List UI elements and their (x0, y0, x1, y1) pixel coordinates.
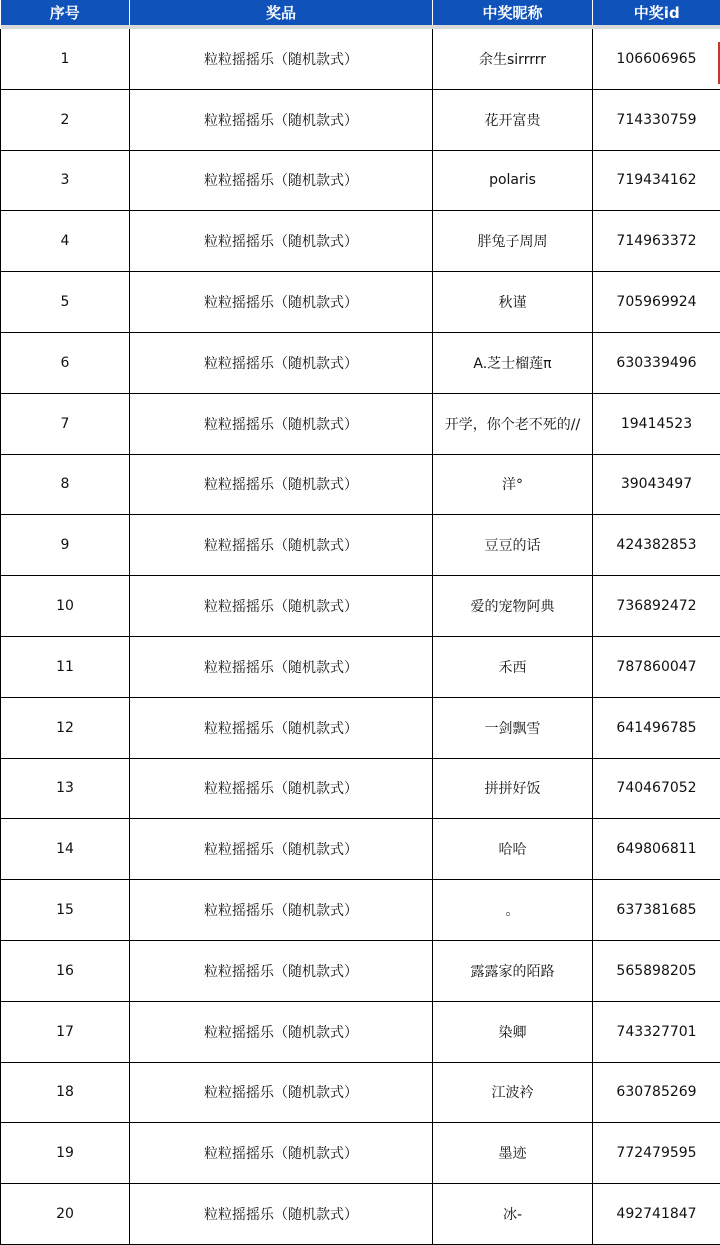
table-row (1, 758, 720, 819)
row-number-cell: 5 (1, 272, 130, 333)
table-row (1, 393, 720, 454)
winner-id-cell: 19414523 (593, 393, 720, 454)
table-row (1, 1123, 720, 1184)
nickname-cell: 哈哈 (433, 819, 593, 880)
nickname-cell: 秋谨 (433, 272, 593, 333)
winner-id-cell: 106606965 (593, 29, 720, 89)
table-row (1, 211, 720, 272)
prize-cell: 粒粒摇摇乐（随机款式） (130, 576, 433, 637)
nickname-cell: 染卿 (433, 1001, 593, 1062)
prize-cell: 粒粒摇摇乐（随机款式） (130, 1001, 433, 1062)
row-number-cell: 2 (1, 89, 130, 150)
row-number-cell: 12 (1, 697, 130, 758)
prize-cell: 粒粒摇摇乐（随机款式） (130, 29, 433, 89)
nickname-cell: 冰- (433, 1184, 593, 1245)
prize-cell: 粒粒摇摇乐（随机款式） (130, 272, 433, 333)
prize-cell: 粒粒摇摇乐（随机款式） (130, 636, 433, 697)
nickname-cell: 花开富贵 (433, 89, 593, 150)
winner-id-cell: 743327701 (593, 1001, 720, 1062)
table-row (1, 1184, 720, 1245)
nickname-cell: 拼拼好饭 (433, 758, 593, 819)
prize-cell: 粒粒摇摇乐（随机款式） (130, 819, 433, 880)
nickname-cell: 爱的宠物阿典 (433, 576, 593, 637)
table-row (1, 29, 720, 89)
winner-id-cell: 714330759 (593, 89, 720, 150)
table-row (1, 1001, 720, 1062)
prize-cell: 粒粒摇摇乐（随机款式） (130, 940, 433, 1001)
winner-id-cell: 787860047 (593, 636, 720, 697)
prize-cell: 粒粒摇摇乐（随机款式） (130, 1062, 433, 1123)
nickname-cell: 露露家的陌路 (433, 940, 593, 1001)
table-row (1, 1062, 720, 1123)
winner-id-cell: 641496785 (593, 697, 720, 758)
nickname-cell: 余生sirrrrr (433, 29, 593, 89)
row-number-cell: 1 (1, 29, 130, 89)
row-number-cell: 20 (1, 1184, 130, 1245)
nickname-cell: 一剑飘雪 (433, 697, 593, 758)
prize-cell: 粒粒摇摇乐（随机款式） (130, 454, 433, 515)
table-row (1, 940, 720, 1001)
prize-cell: 粒粒摇摇乐（随机款式） (130, 515, 433, 576)
winner-id-cell: 714963372 (593, 211, 720, 272)
row-number-cell: 9 (1, 515, 130, 576)
winner-id-cell: 492741847 (593, 1184, 720, 1245)
winner-id-cell: 39043497 (593, 454, 720, 515)
row-number-cell: 14 (1, 819, 130, 880)
prize-cell: 粒粒摇摇乐（随机款式） (130, 1123, 433, 1184)
header-row (1, 0, 720, 25)
prize-cell: 粒粒摇摇乐（随机款式） (130, 1184, 433, 1245)
winner-id-cell: 719434162 (593, 150, 720, 211)
column-header-nickname: 中奖昵称 (433, 0, 593, 25)
prize-cell: 粒粒摇摇乐（随机款式） (130, 89, 433, 150)
winner-id-cell: 649806811 (593, 819, 720, 880)
nickname-cell: 洋° (433, 454, 593, 515)
row-number-cell: 3 (1, 150, 130, 211)
row-number-cell: 4 (1, 211, 130, 272)
nickname-cell: 禾西 (433, 636, 593, 697)
prize-cell: 粒粒摇摇乐（随机款式） (130, 758, 433, 819)
prize-cell: 粒粒摇摇乐（随机款式） (130, 211, 433, 272)
table-row (1, 150, 720, 211)
row-number-cell: 19 (1, 1123, 130, 1184)
prize-cell: 粒粒摇摇乐（随机款式） (130, 697, 433, 758)
prize-cell: 粒粒摇摇乐（随机款式） (130, 150, 433, 211)
column-header-id: 中奖id (593, 0, 720, 25)
nickname-cell: polaris (433, 150, 593, 211)
nickname-cell: 墨迹 (433, 1123, 593, 1184)
row-number-cell: 10 (1, 576, 130, 637)
winner-id-cell: 424382853 (593, 515, 720, 576)
winner-id-cell: 565898205 (593, 940, 720, 1001)
table-row (1, 880, 720, 941)
winner-id-cell: 630339496 (593, 332, 720, 393)
row-number-cell: 15 (1, 880, 130, 941)
column-header-number: 序号 (1, 0, 130, 25)
prize-cell: 粒粒摇摇乐（随机款式） (130, 332, 433, 393)
winner-id-cell: 772479595 (593, 1123, 720, 1184)
row-number-cell: 18 (1, 1062, 130, 1123)
nickname-cell: 豆豆的话 (433, 515, 593, 576)
prize-cell: 粒粒摇摇乐（随机款式） (130, 880, 433, 941)
table-row (1, 332, 720, 393)
nickname-cell: 胖兔子周周 (433, 211, 593, 272)
table-row (1, 515, 720, 576)
winner-id-cell: 740467052 (593, 758, 720, 819)
winner-id-cell: 736892472 (593, 576, 720, 637)
nickname-cell: 江波衿 (433, 1062, 593, 1123)
nickname-cell: 开学，你个老不死的// (433, 393, 593, 454)
row-number-cell: 6 (1, 332, 130, 393)
table-row (1, 454, 720, 515)
row-number-cell: 8 (1, 454, 130, 515)
row-number-cell: 11 (1, 636, 130, 697)
table-row (1, 697, 720, 758)
nickname-cell: A.芝士榴莲π (433, 332, 593, 393)
winner-id-cell: 637381685 (593, 880, 720, 941)
nickname-cell: 。 (433, 880, 593, 941)
table-row (1, 819, 720, 880)
table-row (1, 636, 720, 697)
table-row (1, 576, 720, 637)
row-number-cell: 7 (1, 393, 130, 454)
column-header-prize: 奖品 (130, 0, 433, 25)
row-number-cell: 17 (1, 1001, 130, 1062)
table-row (1, 89, 720, 150)
prize-cell: 粒粒摇摇乐（随机款式） (130, 393, 433, 454)
table-body (1, 29, 720, 1244)
winner-id-cell: 705969924 (593, 272, 720, 333)
row-number-cell: 16 (1, 940, 130, 1001)
row-number-cell: 13 (1, 758, 130, 819)
winner-id-cell: 630785269 (593, 1062, 720, 1123)
table-row (1, 272, 720, 333)
